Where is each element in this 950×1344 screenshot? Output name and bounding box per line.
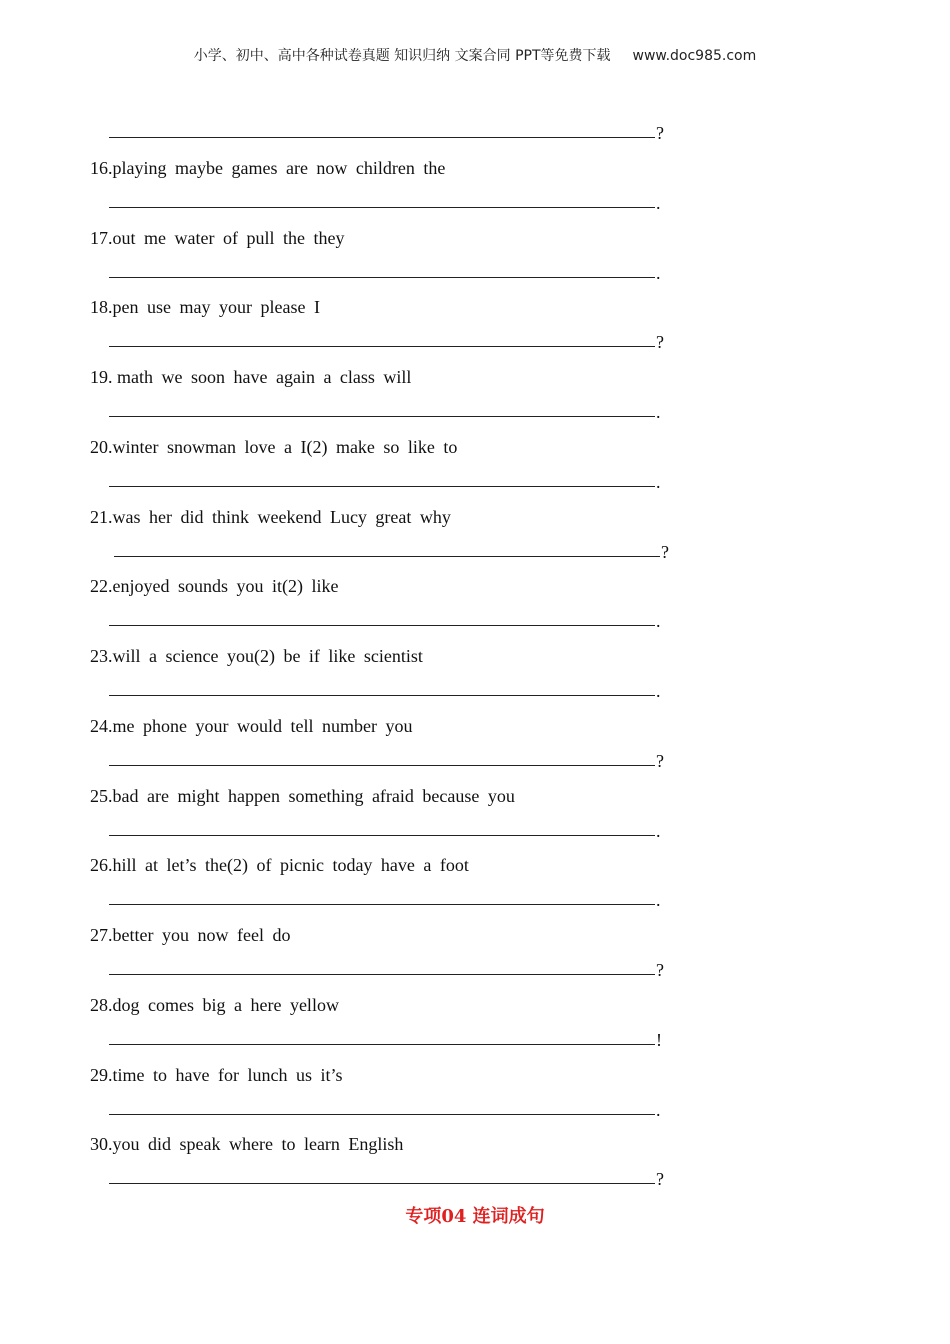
question-words: you did speak where to learn English [112, 1134, 404, 1154]
answer-line-20[interactable] [109, 469, 661, 491]
answer-punct: . [656, 263, 661, 283]
answer-punct: . [656, 193, 661, 213]
question-words: me phone your would tell number you [112, 716, 413, 736]
answer-blank[interactable] [109, 695, 655, 696]
answer-blank[interactable] [109, 137, 655, 138]
question-words: enjoyed sounds you it(2) like [112, 576, 339, 596]
question-number: 17. [90, 228, 113, 248]
answer-punct: ? [656, 1169, 664, 1189]
answer-punct: ? [656, 960, 664, 980]
section-title: 专项04 连词成句 [405, 1206, 545, 1227]
answer-blank[interactable] [109, 1114, 655, 1115]
question-words: out me water of pull the they [112, 228, 345, 248]
header-site-link[interactable]: www.doc985.com [632, 48, 757, 64]
question-words: playing maybe games are now children the [112, 158, 446, 178]
question-20 [90, 436, 457, 458]
answer-blank[interactable] [109, 974, 655, 975]
answer-line-23[interactable] [109, 678, 661, 700]
question-words: pen use may your please I [112, 297, 320, 317]
answer-line-24[interactable] [109, 748, 664, 770]
answer-blank[interactable] [109, 346, 655, 347]
answer-punct: . [656, 611, 661, 631]
answer-blank[interactable] [109, 277, 655, 278]
question-18 [90, 296, 320, 318]
question-words: bad are might happen something afraid because you [112, 786, 515, 806]
page-header [0, 45, 950, 65]
answer-punct: ? [656, 751, 664, 771]
answer-line-27[interactable] [109, 957, 664, 979]
answer-line-22[interactable] [109, 608, 661, 630]
answer-line-26[interactable] [109, 887, 661, 909]
question-words: math we soon have again a class will [117, 367, 412, 387]
answer-blank[interactable] [109, 835, 655, 836]
answer-blank[interactable] [114, 556, 660, 557]
answer-blank[interactable] [109, 416, 655, 417]
question-number: 18. [90, 297, 113, 317]
question-words: dog comes big a here yellow [112, 995, 339, 1015]
question-29 [90, 1064, 342, 1086]
question-21 [90, 506, 451, 528]
answer-punct: ! [656, 1030, 662, 1050]
answer-line-28[interactable] [109, 1027, 662, 1049]
question-24 [90, 715, 412, 737]
question-words: time to have for lunch us it’s [112, 1065, 343, 1085]
answer-blank[interactable] [109, 904, 655, 905]
answer-punct: . [656, 681, 661, 701]
answer-line-17[interactable] [109, 260, 661, 282]
answer-punct: . [656, 402, 661, 422]
question-25 [90, 785, 515, 807]
answer-punct: ? [656, 332, 664, 352]
answer-line-25[interactable] [109, 818, 661, 840]
answer-line-21[interactable] [114, 539, 669, 561]
question-number: 26. [90, 855, 113, 875]
answer-punct: . [656, 821, 661, 841]
question-number: 25. [90, 786, 113, 806]
answer-punct: . [656, 472, 661, 492]
question-17 [90, 227, 344, 249]
question-28 [90, 994, 339, 1016]
answer-punct: ? [656, 123, 664, 143]
question-words: better you now feel do [112, 925, 291, 945]
answer-blank[interactable] [109, 1044, 655, 1045]
question-30 [90, 1133, 403, 1155]
question-number: 30. [90, 1134, 113, 1154]
question-19 [90, 366, 411, 388]
answer-blank[interactable] [109, 207, 655, 208]
question-23 [90, 645, 423, 667]
answer-punct: ? [661, 542, 669, 562]
question-number: 24. [90, 716, 113, 736]
answer-punct: . [656, 890, 661, 910]
question-number: 19. [90, 367, 117, 387]
question-number: 23. [90, 646, 113, 666]
question-number: 22. [90, 576, 113, 596]
question-words: will a science you(2) be if like scientist [112, 646, 423, 666]
question-number: 21. [90, 507, 113, 527]
answer-blank[interactable] [109, 1183, 655, 1184]
question-words: was her did think weekend Lucy great why [112, 507, 451, 527]
question-number: 28. [90, 995, 113, 1015]
answer-blank[interactable] [109, 765, 655, 766]
question-16 [90, 157, 445, 179]
answer-blank[interactable] [109, 486, 655, 487]
question-22 [90, 575, 338, 597]
question-27 [90, 924, 290, 946]
answer-line-30[interactable] [109, 1166, 664, 1188]
question-number: 27. [90, 925, 113, 945]
question-number: 16. [90, 158, 113, 178]
question-words: winter snowman love a I(2) make so like to [112, 437, 458, 457]
answer-blank[interactable] [109, 625, 655, 626]
question-words: hill at let’s the(2) of picnic today have a foot [112, 855, 469, 875]
question-26 [90, 854, 469, 876]
header-text: 小学、初中、高中各种试卷真题 知识归纳 文案合同 PPT等免费下载 [193, 48, 611, 64]
answer-line-18[interactable] [109, 329, 664, 351]
answer-line-16[interactable] [109, 190, 661, 212]
question-number: 20. [90, 437, 113, 457]
answer-line-15[interactable] [109, 120, 664, 142]
answer-line-29[interactable] [109, 1097, 661, 1119]
question-number: 29. [90, 1065, 113, 1085]
answer-punct: . [656, 1100, 661, 1120]
answer-line-19[interactable] [109, 399, 661, 421]
